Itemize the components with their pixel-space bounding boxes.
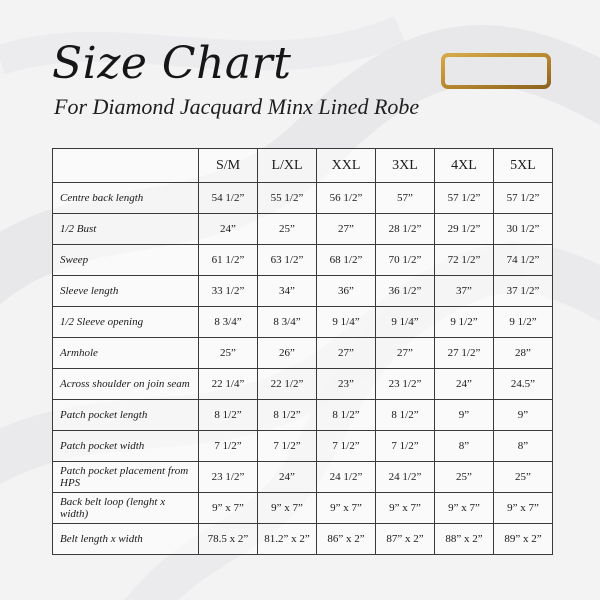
- table-cell: 24.5”: [494, 369, 553, 400]
- table-row: [53, 431, 553, 462]
- table-cell: 9” x 7”: [317, 493, 376, 524]
- table-cell: 28”: [494, 338, 553, 369]
- table-cell: 78.5 x 2”: [199, 524, 258, 555]
- table-cell: 55 1/2”: [258, 183, 317, 214]
- table-row: [53, 524, 553, 555]
- table-cell: 27 1/2”: [435, 338, 494, 369]
- table-row: [53, 183, 553, 214]
- row-label: Sleeve length: [53, 276, 199, 307]
- table-body: [53, 183, 553, 555]
- table-cell: 28 1/2”: [376, 214, 435, 245]
- table-cell: 8 3/4”: [199, 307, 258, 338]
- table-cell: 57”: [376, 183, 435, 214]
- row-label: Patch pocket placement from HPS: [53, 462, 199, 493]
- table-cell: 9” x 7”: [494, 493, 553, 524]
- row-label: Patch pocket width: [53, 431, 199, 462]
- table-row: [53, 369, 553, 400]
- row-label: Armhole: [53, 338, 199, 369]
- table-cell: 9 1/2”: [435, 307, 494, 338]
- table-cell: 72 1/2”: [435, 245, 494, 276]
- table-cell: 74 1/2”: [494, 245, 553, 276]
- table-cell: 24”: [435, 369, 494, 400]
- table-cell: 25”: [435, 462, 494, 493]
- table-cell: 9”: [435, 400, 494, 431]
- table-row: [53, 214, 553, 245]
- table-cell: 23”: [317, 369, 376, 400]
- table-row: [53, 462, 553, 493]
- page-title: Size Chart: [52, 38, 292, 89]
- column-header-5xl: 5XL: [494, 149, 553, 183]
- column-header-xxl: XXL: [317, 149, 376, 183]
- table-cell: 8 1/2”: [376, 400, 435, 431]
- table-cell: 24 1/2”: [376, 462, 435, 493]
- table-cell: 24”: [258, 462, 317, 493]
- table-cell: 36 1/2”: [376, 276, 435, 307]
- column-header-3xl: 3XL: [376, 149, 435, 183]
- table-cell: 23 1/2”: [376, 369, 435, 400]
- table-cell: 56 1/2”: [317, 183, 376, 214]
- row-label: Sweep: [53, 245, 199, 276]
- table-cell: 27”: [376, 338, 435, 369]
- table-cell: 7 1/2”: [199, 431, 258, 462]
- table-cell: 9 1/2”: [494, 307, 553, 338]
- row-label: Centre back length: [53, 183, 199, 214]
- table-cell: 81.2” x 2”: [258, 524, 317, 555]
- column-header-4xl: 4XL: [435, 149, 494, 183]
- table-cell: 9 1/4”: [317, 307, 376, 338]
- table-row: [53, 400, 553, 431]
- column-header-lxl: L/XL: [258, 149, 317, 183]
- table-cell: 57 1/2”: [494, 183, 553, 214]
- table-cell: 9”: [494, 400, 553, 431]
- column-header-blank: [53, 149, 199, 183]
- table-cell: 87” x 2”: [376, 524, 435, 555]
- row-label: 1/2 Bust: [53, 214, 199, 245]
- table-cell: 9” x 7”: [376, 493, 435, 524]
- table-cell: 88” x 2”: [435, 524, 494, 555]
- table-cell: 25”: [494, 462, 553, 493]
- table-row: [53, 307, 553, 338]
- table-cell: 7 1/2”: [258, 431, 317, 462]
- table-cell: 9” x 7”: [258, 493, 317, 524]
- table-cell: 86” x 2”: [317, 524, 376, 555]
- table-cell: 25”: [258, 214, 317, 245]
- table-cell: 63 1/2”: [258, 245, 317, 276]
- table-row: [53, 245, 553, 276]
- table-cell: 9 1/4”: [376, 307, 435, 338]
- table-cell: 9” x 7”: [199, 493, 258, 524]
- column-header-sm: S/M: [199, 149, 258, 183]
- table-cell: 27”: [317, 338, 376, 369]
- table-cell: 57 1/2”: [435, 183, 494, 214]
- table-cell: 68 1/2”: [317, 245, 376, 276]
- table-cell: 8 1/2”: [258, 400, 317, 431]
- row-label: Belt length x width: [53, 524, 199, 555]
- row-label: Patch pocket length: [53, 400, 199, 431]
- table-cell: 7 1/2”: [376, 431, 435, 462]
- header-row: [53, 149, 553, 183]
- table-cell: 8 1/2”: [199, 400, 258, 431]
- table-cell: 30 1/2”: [494, 214, 553, 245]
- table-cell: 37 1/2”: [494, 276, 553, 307]
- table-cell: 27”: [317, 214, 376, 245]
- table-cell: 26”: [258, 338, 317, 369]
- table-cell: 61 1/2”: [199, 245, 258, 276]
- table-cell: 8 3/4”: [258, 307, 317, 338]
- table-row: [53, 493, 553, 524]
- table-cell: 37”: [435, 276, 494, 307]
- table-cell: 9” x 7”: [435, 493, 494, 524]
- table-cell: 29 1/2”: [435, 214, 494, 245]
- table-cell: 89” x 2”: [494, 524, 553, 555]
- size-chart-table: [52, 148, 553, 555]
- table-cell: 22 1/4”: [199, 369, 258, 400]
- ruler-icon: [440, 52, 552, 90]
- row-label: Back belt loop (lenght x width): [53, 493, 199, 524]
- table-cell: 70 1/2”: [376, 245, 435, 276]
- table-cell: 7 1/2”: [317, 431, 376, 462]
- table-cell: 8”: [435, 431, 494, 462]
- page-subtitle: For Diamond Jacquard Minx Lined Robe: [54, 94, 420, 119]
- row-label: 1/2 Sleeve opening: [53, 307, 199, 338]
- table-cell: 54 1/2”: [199, 183, 258, 214]
- table-row: [53, 338, 553, 369]
- table-cell: 36”: [317, 276, 376, 307]
- table-row: [53, 276, 553, 307]
- table-cell: 34”: [258, 276, 317, 307]
- table-cell: 24”: [199, 214, 258, 245]
- table-cell: 24 1/2”: [317, 462, 376, 493]
- table-cell: 25”: [199, 338, 258, 369]
- row-label: Across shoulder on join seam: [53, 369, 199, 400]
- table-cell: 23 1/2”: [199, 462, 258, 493]
- table-cell: 33 1/2”: [199, 276, 258, 307]
- table-cell: 8”: [494, 431, 553, 462]
- table-cell: 22 1/2”: [258, 369, 317, 400]
- table-cell: 8 1/2”: [317, 400, 376, 431]
